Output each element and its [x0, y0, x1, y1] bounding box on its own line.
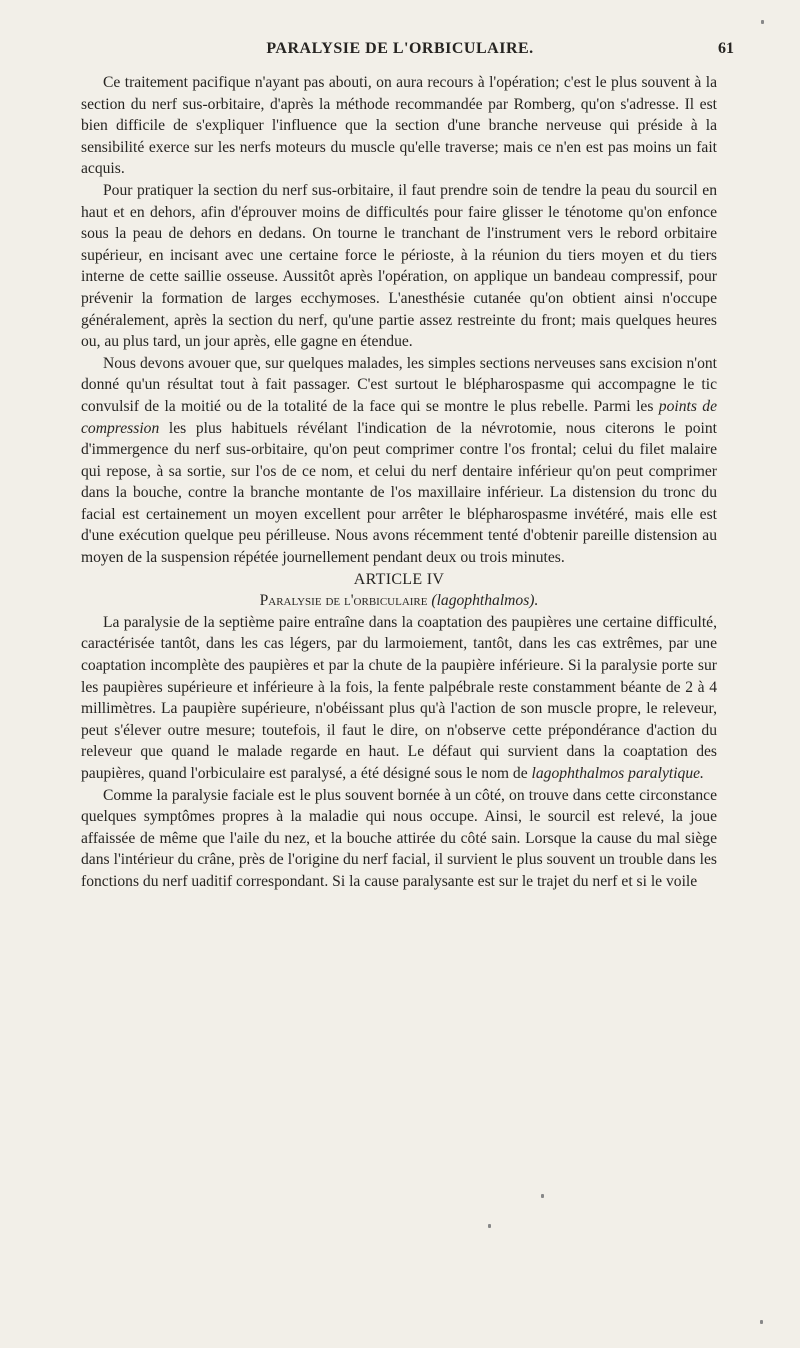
print-speck: [761, 20, 764, 24]
paragraph-5: Comme la paralysie faciale est le plus souvent bornée à un côté, on trouve dans cette circonstance quelques symptômes propres à la maladie qui nous occupe. Ainsi, le sourcil est relevé, la joue affaissée de même que l'aile du nez, et la bouche attirée du côté sain. Lorsque la cause du mal siège dans l'intérieur du crâne, près de l'origine du nerf facial, il survient le plus souvent un trouble dans les fonctions du nerf uaditif correspondant. Si la cause paralysante est sur le trajet du nerf et si le voile: [81, 786, 717, 890]
print-speck: [488, 1224, 491, 1228]
paragraph-1: Ce traitement pacifique n'ayant pas abouti, on aura recours à l'opération; c'est le plus souvent à la section du nerf sus-orbitaire, d'après la méthode recommandée par Romberg, qu'on s'adresse. Il est bien difficile de s'expliquer l'influence que la section d'une branche nerveuse qui préside à la sensibilité exerce sur les nerfs moteurs du muscle qu'elle traverse; mais ce n'en est pas moins un fait acquis.: [81, 74, 717, 178]
paragraph-3: [81, 353, 717, 569]
running-head: [0, 40, 800, 62]
article-subheading: [81, 590, 717, 612]
running-title: PARALYSIE DE L'ORBICULAIRE.: [266, 40, 534, 57]
article-heading: ARTICLE IV: [353, 570, 445, 588]
paragraph-2: Pour pratiquer la section du nerf sus-orbitaire, il faut prendre soin de tendre la peau du sourcil en haut et en dehors, afin d'éprouver moins de difficultés pour faire glisser le ténotome qu'on enfonce sous la peau de dehors en dedans. On tourne le tranchant de l'instrument vers le rebord orbitaire supérieur, en incisant avec une certaine force le périoste, à la réunion du tiers moyen et du tiers interne de cette saillie osseuse. Aussitôt après l'opération, on applique un bandeau compressif, pour prévenir la formation de larges ecchymoses. L'anesthésie cutanée qu'on obtient ainsi n'occupe généralement, après la section du nerf, qu'une partie assez restreinte du front; mais quelques heures ou, au plus tard, un jour après, elle gagne en étendue.: [81, 181, 717, 351]
paragraph-4: [81, 612, 717, 785]
paragraph-3-text-a: Nous devons avouer que, sur quelques malades, les simples sections nerveuses sans excision n'ont donné qu'un résultat tout à fait passager. C'est surtout le blépharospasme qui accompagne le tic convulsif de la moitié ou de la totalité de la face qui se montre le plus rebelle. Parmi les: [81, 354, 717, 415]
paragraph-4-emphasis: lagophthalmos paralytique.: [531, 765, 704, 782]
page-number: 61: [718, 40, 734, 57]
subheading-text: Paralysie de l'orbiculaire: [259, 592, 432, 610]
body-text: [81, 72, 717, 893]
paragraph-3-emphasis: points de compression: [81, 397, 717, 437]
paragraph-3-text-b: les plus habituels révélant l'indication de la névrotomie, nous citerons le point d'immergence du nerf sus-orbitaire, qu'on peut comprimer contre l'os frontal; celui du filet malaire qui repose, à sa sortie, sur l'os de ce nom, et celui du nerf dentaire inférieur qu'on peut comprimer dans la bouche, contre la branche montante de l'os maxillaire inférieur. La distension du tronc du facial est certainement un moyen excellent pour arrêter le blépharospasme invétéré, mais elle est d'une exécution quelque peu périlleuse. Nous avons récemment tenté d'obtenir pareille distension au moyen de la suspension répétée journellement pendant deux ou trois minutes.: [81, 419, 717, 567]
print-speck: [541, 1194, 544, 1198]
print-speck: [760, 1320, 763, 1324]
subheading-emphasis: (lagophthalmos).: [431, 592, 539, 610]
paragraph-4-text: La paralysie de la septième paire entraîne dans la coaptation des paupières une certaine difficulté, caractérisée tantôt, dans les cas légers, par du larmoiement, tantôt, dans les cas extrêmes, par une coaptation incomplète des paupières et par la chute de la paupière inférieure. Si la paralysie porte sur les paupières supérieure et inférieure à la fois, la fente palpébrale reste constamment béante de 2 à 4 millimètres. La paupière supérieure, n'obéissant plus qu'à l'action de son muscle propre, le releveur, peut s'élever outre mesure; toutefois, il faut le dire, on n'observe cette prépondérance d'action du releveur que quand le malade regarde en haut. Le défaut qui survient dans la coaptation des paupières, quand l'orbiculaire est paralysé, a été désigné sous le nom de: [81, 613, 717, 782]
